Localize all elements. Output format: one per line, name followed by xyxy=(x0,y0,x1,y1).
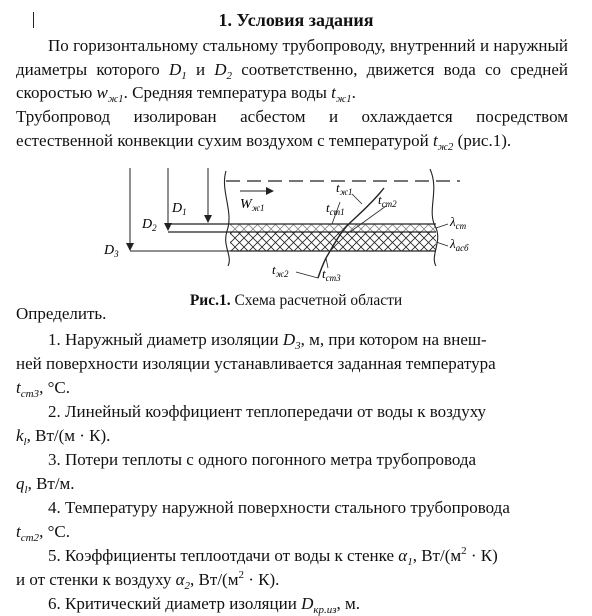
caption-text: Схема расчетной области xyxy=(230,292,403,309)
intro-paragraph: По горизонтальному стальному трубопроводу, внутренний и наружный диаметры которого $D_1$ и $D_2$ соответственно, движется вода со средней скоростью $w_{ж1}$. Средняя температура воды $t_{ж1}$. xyxy=(16,36,568,106)
symbol-t-zh1: $t_{ж1}$ xyxy=(331,83,352,106)
task-5-line-2: и от стенки к воздуху $\alpha_2$, $Вт/(м^2 \cdot К)$. xyxy=(16,569,280,592)
symbol-w: $w_{ж1}$ xyxy=(96,83,124,106)
task-2-line-1: 2. Линейный коэффициент теплопередачи от воды к воздуху xyxy=(48,402,487,421)
insulation-text: Трубопровод изолирован асбестом и охлаждается посредством естественной конвекции сухим воздухом с температурой xyxy=(16,107,568,150)
task-2-line-2: $k_l$, Вт/(м · К). xyxy=(16,426,111,448)
caption-label: Рис.1. xyxy=(189,292,231,309)
insulation-layer xyxy=(230,232,436,251)
task-4-line-1: 4. Температуру наружной поверхности стального трубопровода xyxy=(48,498,510,517)
determine-heading: Определить. xyxy=(16,304,107,323)
lambda-asb-leader xyxy=(436,242,448,246)
tzh1-leader xyxy=(352,194,362,204)
label-t-st2: $t_{ст2}$ xyxy=(378,192,397,209)
steel-wall-layer xyxy=(230,224,436,232)
task-6-line: 6. Критический диаметр изоляции $D_{кр.из}$, м. xyxy=(48,594,361,616)
label-t-zh1: $t_{ж1}$ xyxy=(336,180,353,197)
task-3-line-1: 3. Потери теплоты с одного погонного метра трубопровода xyxy=(48,450,477,469)
label-D1: $D_1$ xyxy=(172,201,187,217)
label-t-st3: $t_{ст3}$ xyxy=(322,266,341,283)
tst3-leader xyxy=(326,258,328,268)
lambda-st-leader xyxy=(436,224,448,228)
intro-text-2: и xyxy=(186,59,215,79)
task-5-line-1: 5. Коэффициенты теплоотдачи от воды к стенке $\alpha_1$, $Вт/(м^2 \cdot К)$ xyxy=(48,545,498,568)
intro-text-3: соответственно, движется вода со средней скоростью xyxy=(16,59,568,103)
symbol-D2: $D_2$ xyxy=(214,59,233,82)
label-W-zh1: $W_{ж1}$ xyxy=(240,197,265,213)
label-D2: $D_2$ xyxy=(142,217,157,233)
task-4-line-2: $t_{ст2}$, °C. xyxy=(16,522,70,544)
label-D3: $D_3$ xyxy=(104,243,119,259)
label-t-st1: $t_{ст1}$ xyxy=(326,200,345,217)
intro-text-1: По горизонтальному стальному трубопроводу, внутренний и наружный диаметры которого xyxy=(16,36,568,79)
d3-arrowhead xyxy=(126,243,134,251)
tzh2-leader xyxy=(296,272,318,278)
task-1-line-3: $t_{ст3}$, °C. xyxy=(16,378,70,400)
label-t-zh2: $t_{ж2}$ xyxy=(272,262,289,279)
insulation-paragraph: Трубопровод изолирован асбестом и охлаждается посредством естественной конвекции сухим воздухом с температурой $t_{ж2}$ (рис.1). xyxy=(16,107,568,153)
task-3-line-2: $q_l$, Вт/м. xyxy=(16,474,75,496)
left-break-line xyxy=(224,171,229,266)
d1-arrowhead xyxy=(204,215,212,223)
intro-text-4: . Средняя температура воды xyxy=(123,83,332,103)
section-title: 1. Условия задания xyxy=(218,10,374,30)
symbol-t-zh2: $t_{ж2}$ xyxy=(432,130,454,153)
d2-arrowhead xyxy=(164,223,172,231)
symbol-D1: $D_1$ xyxy=(168,59,187,82)
velocity-arrowhead xyxy=(266,187,274,195)
label-lambda-asb: $\lambda_{асб}$ xyxy=(450,236,469,253)
label-lambda-st: $\lambda_{ст}$ xyxy=(450,214,467,231)
task-1-line-1: 1. Наружный диаметр изоляции $D_3$, м, при котором на внеш- xyxy=(48,330,487,352)
calculation-domain-figure xyxy=(100,166,480,290)
task-1-line-2: ней поверхности изоляции устанавливается заданная температура xyxy=(16,354,496,373)
